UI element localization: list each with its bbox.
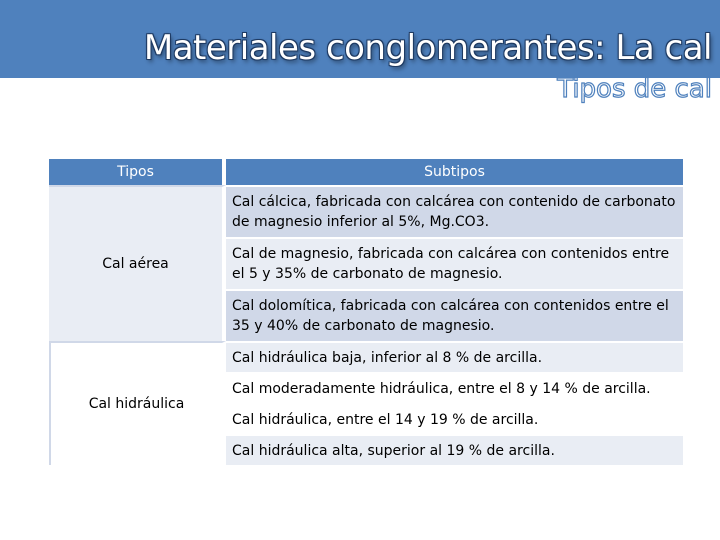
table-row	[49, 341, 683, 372]
header-tipos: Tipos	[49, 159, 226, 185]
subtipo-cell: Cal hidráulica baja, inferior al 8 % de arcilla.	[226, 341, 683, 372]
subtipo-cell: Cal hidráulica alta, superior al 19 % de arcilla.	[226, 434, 683, 465]
page-subtitle: Tipos de cal	[557, 74, 712, 104]
header-subtipos: Subtipos	[226, 159, 683, 185]
subtipo-cell: Cal hidráulica, entre el 14 y 19 % de arcilla.	[226, 403, 683, 434]
subtipo-cell: Cal moderadamente hidráulica, entre el 8 y 14 % de arcilla.	[226, 372, 683, 403]
page-title: Materiales conglomerantes: La cal	[143, 28, 712, 68]
tipo-cal-aerea: Cal aérea	[49, 185, 226, 341]
subtipo-cell: Cal dolomítica, fabricada con calcárea con contenidos entre el 35 y 40% de carbonato de magnesio.	[226, 289, 683, 341]
table-header-row	[49, 159, 683, 185]
tipo-cal-hidraulica: Cal hidráulica	[49, 341, 226, 465]
subtipo-cell: Cal de magnesio, fabricada con calcárea con contenidos entre el 5 y 35% de carbonato de magnesio.	[226, 237, 683, 289]
table-row	[49, 185, 683, 237]
subtipo-cell: Cal cálcica, fabricada con calcárea con contenido de carbonato de magnesio inferior al 5%, Mg.CO3.	[226, 185, 683, 237]
lime-types-table	[49, 159, 683, 465]
